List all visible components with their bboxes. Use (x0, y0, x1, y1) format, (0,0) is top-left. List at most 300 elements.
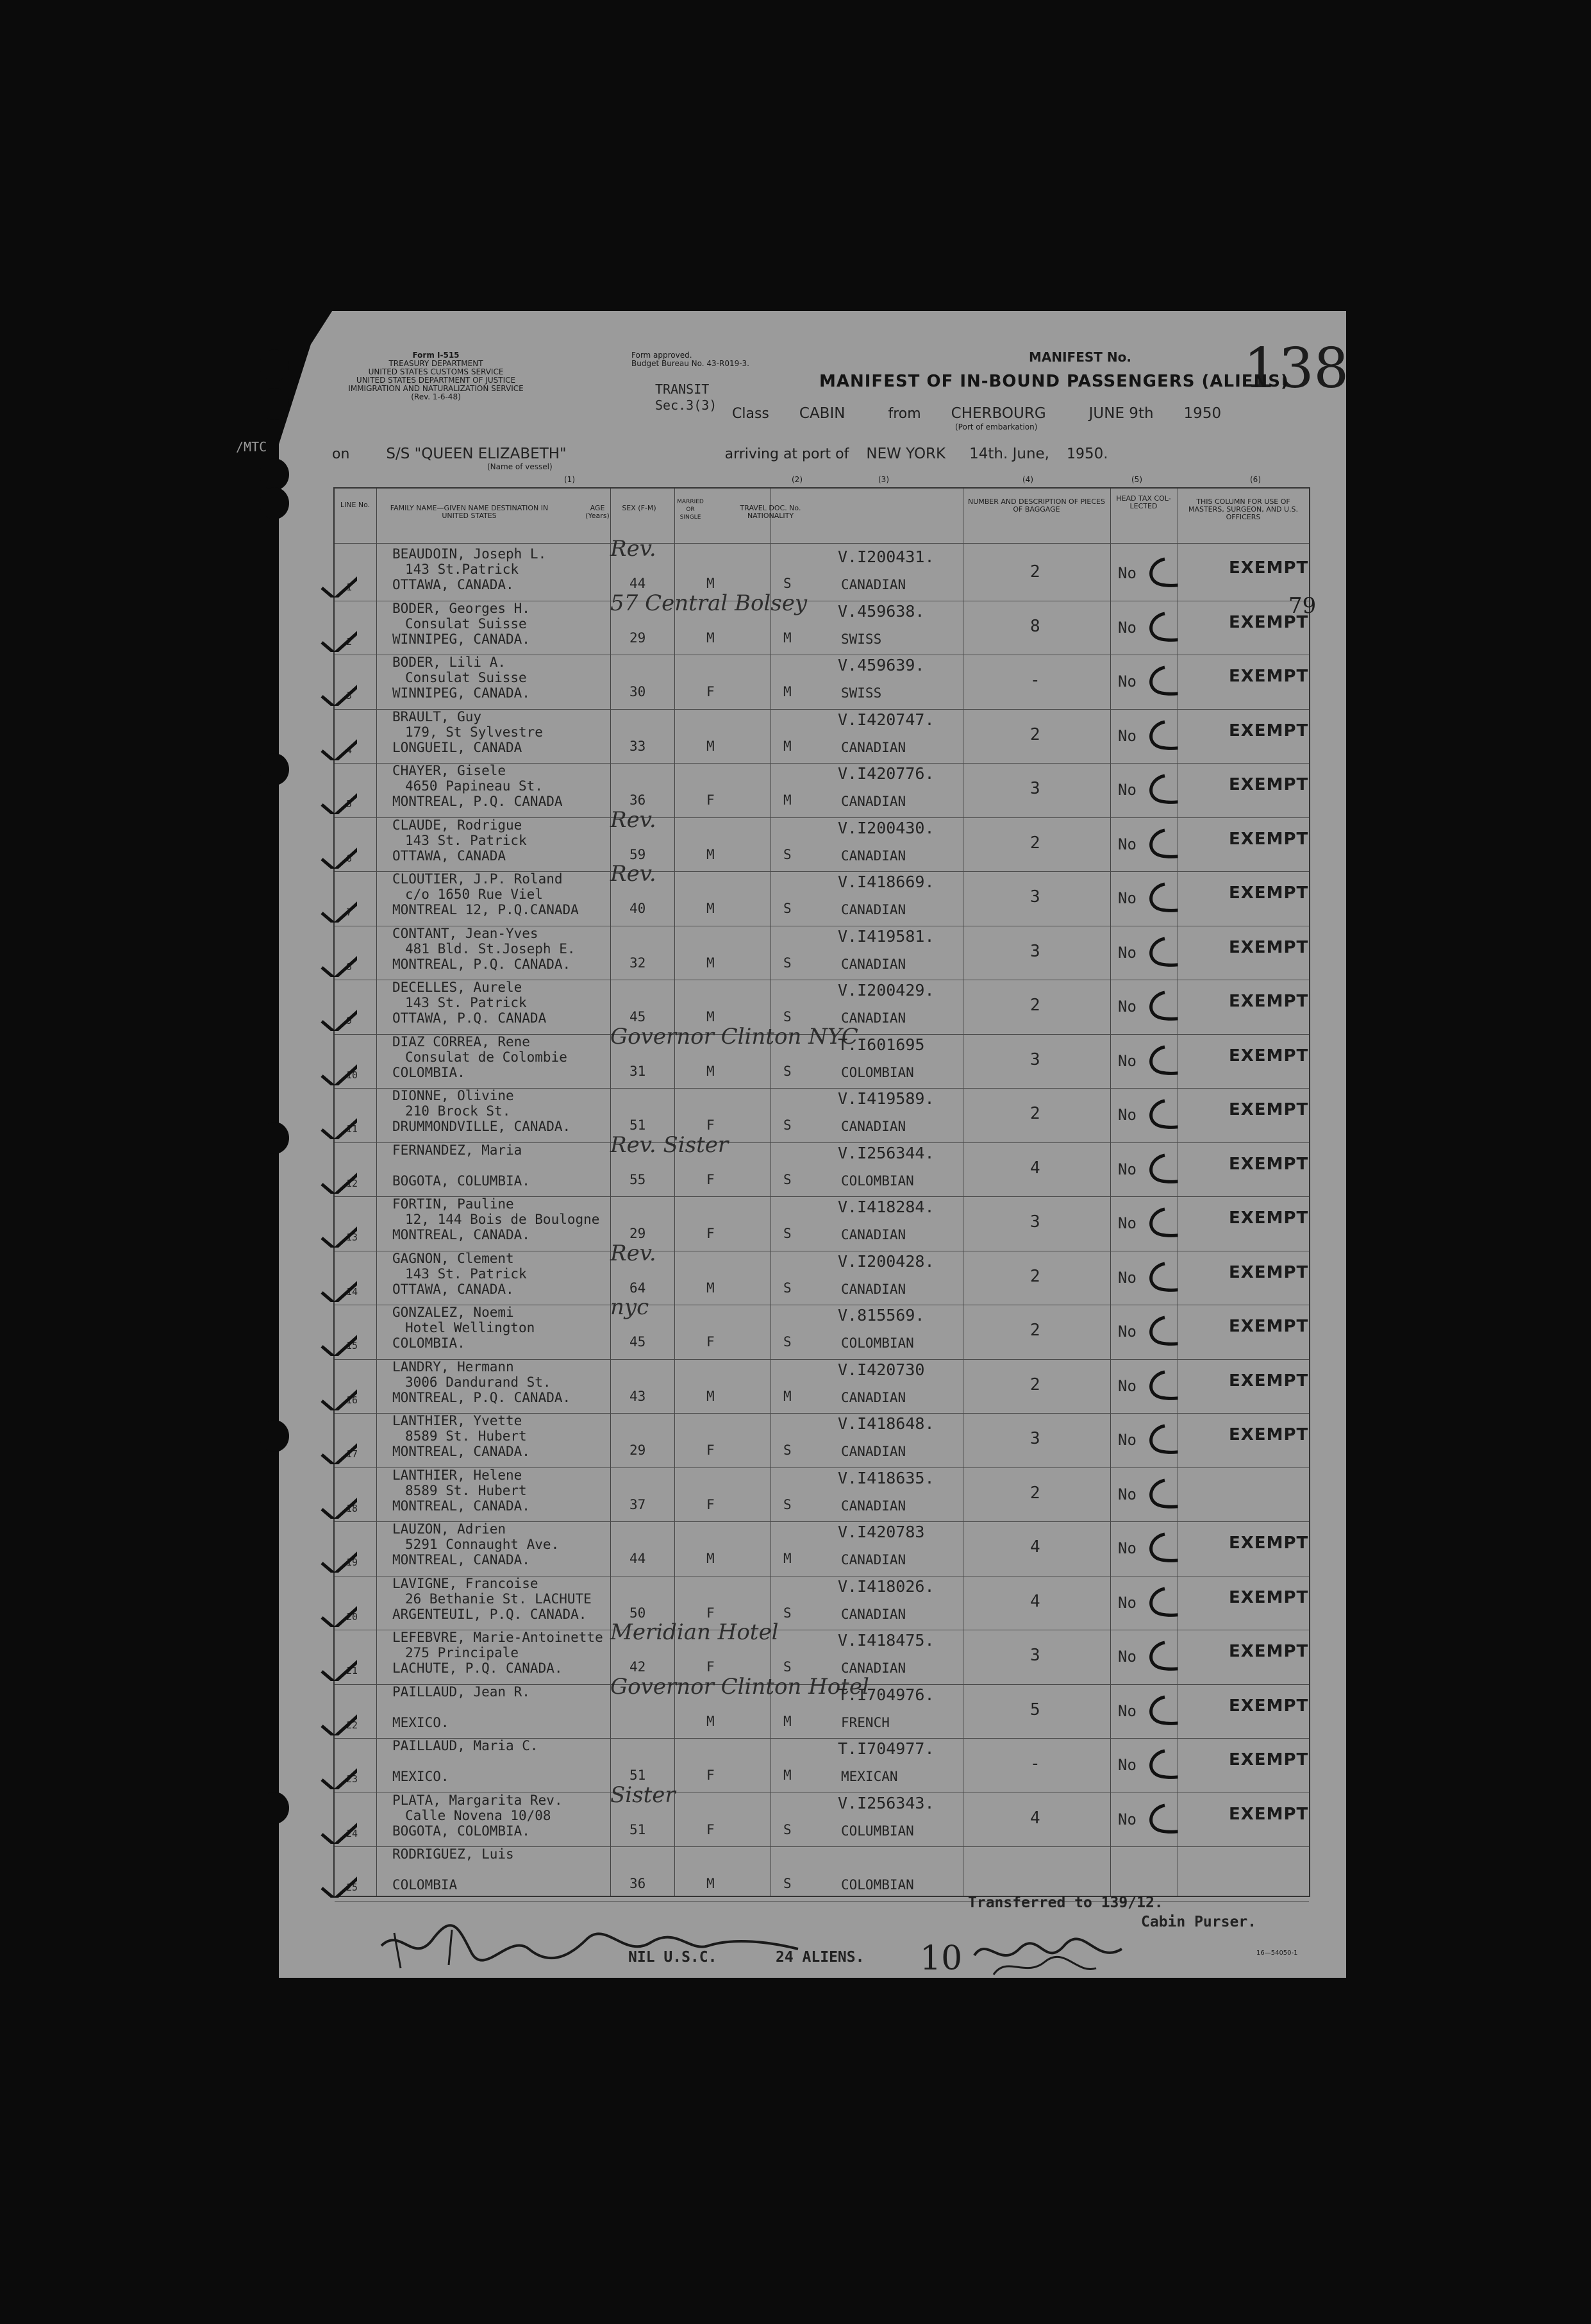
head-tax: No (1118, 618, 1137, 637)
binder-hole (260, 458, 289, 490)
manifest-number: 138 (1244, 337, 1349, 401)
arrival-date: 14th. June, (969, 446, 1049, 462)
line-number: 14 (346, 1285, 358, 1298)
check-mark (319, 1426, 357, 1464)
nationality: CANADIAN (841, 577, 906, 592)
nationality: COLOMBIAN (841, 1064, 914, 1080)
line-number: 6 (346, 852, 353, 864)
travel-doc: V.I418475. (838, 1631, 935, 1650)
exempt-stamp: EXEMPT (1229, 667, 1309, 686)
nationality: SWISS (841, 631, 882, 647)
head-tax: No (1118, 1376, 1137, 1395)
handwritten-note: Rev. (610, 1240, 656, 1266)
line-number: 9 (346, 1015, 353, 1026)
nationality: CANADIAN (841, 1389, 906, 1405)
passenger-address: 143 St.Patrick (405, 562, 519, 577)
marital-status: S (783, 955, 792, 971)
passenger-sex: M (706, 576, 715, 591)
col-num: (6) (1250, 475, 1261, 484)
head-tax: No (1118, 1810, 1137, 1828)
passenger-name: CONTANT, Jean-Yves (392, 925, 538, 941)
passenger-age: 44 (629, 1551, 646, 1566)
passenger-name: BEAUDOIN, Joseph L. (392, 546, 547, 562)
marital-status: S (783, 1605, 792, 1621)
collected-mark (1139, 1474, 1178, 1512)
class-value: CABIN (799, 405, 845, 422)
passenger-sex: F (706, 1334, 715, 1350)
passenger-age: 30 (629, 684, 646, 699)
line-number: 20 (346, 1610, 358, 1623)
baggage-count: 3 (1030, 779, 1040, 798)
check-mark (319, 1047, 357, 1085)
form-number: Form I-515 (412, 351, 460, 360)
arrival-year: 50. (1085, 446, 1108, 462)
passenger-sex: M (706, 1551, 715, 1566)
exempt-stamp: EXEMPT (1229, 612, 1309, 632)
passenger-name: BODER, Lili A. (392, 655, 506, 670)
collected-mark (1139, 715, 1178, 754)
nationality: FRENCH (841, 1714, 890, 1730)
passenger-name: DIAZ CORREA, Rene (392, 1033, 530, 1049)
passenger-destination: DRUMMONDVILLE, CANADA. (392, 1119, 571, 1134)
passenger-address: Calle Novena 10/08 (405, 1807, 551, 1823)
baggage-count: 5 (1030, 1700, 1040, 1719)
handwritten-note: Governor Clinton NYC (610, 1023, 858, 1049)
col-head-use: THIS COLUMN FOR USE OF MASTERS, SURGEON, AND U.S. OFFICERS (1188, 497, 1299, 521)
passenger-destination: COLOMBIA (392, 1877, 458, 1893)
manifest-table (333, 487, 1310, 1897)
exempt-stamp: EXEMPT (1229, 1425, 1309, 1444)
baggage-count: 2 (1030, 833, 1040, 853)
manifest-number-label: MANIFEST No. (1029, 349, 1131, 365)
passenger-sex: M (706, 1876, 715, 1891)
collected-mark (1139, 932, 1178, 971)
page-title: MANIFEST OF IN-BOUND PASSENGERS (ALIENS) (819, 372, 1289, 391)
nil-usc: NIL U.S.C. (628, 1949, 717, 1966)
baggage-count: 4 (1030, 1808, 1040, 1828)
passenger-name: GONZALEZ, Noemi (392, 1305, 514, 1320)
passenger-address: 3006 Dandurand St. (405, 1374, 551, 1390)
col-head-marital: MARRIED OR SINGLE (677, 499, 704, 521)
col-head-tax: HEAD TAX COL-LECTED (1116, 494, 1171, 510)
exempt-stamp: EXEMPT (1229, 721, 1309, 740)
passenger-name: CHAYER, Gisele (392, 763, 506, 778)
travel-doc: V.459638. (838, 601, 925, 621)
head-tax: No (1118, 1323, 1137, 1341)
check-mark (319, 1209, 357, 1248)
nationality: CANADIAN (841, 1281, 906, 1297)
arrival-port: NEW YORK (866, 446, 946, 462)
exempt-stamp: EXEMPT (1229, 937, 1309, 957)
passenger-destination: WINNIPEG, CANADA. (392, 685, 530, 701)
passenger-age: 32 (629, 955, 646, 971)
exempt-stamp: EXEMPT (1229, 992, 1309, 1011)
travel-doc: V.I420783 (838, 1523, 925, 1541)
collected-mark (1139, 661, 1178, 699)
embark-date: JUNE 9th (1088, 405, 1154, 422)
head-tax: No (1118, 673, 1137, 690)
passenger-destination: OTTAWA, P.Q. CANADA (392, 1010, 547, 1026)
line-number: 15 (346, 1340, 358, 1351)
class-label: Class (732, 406, 769, 422)
passenger-sex: F (706, 684, 715, 699)
embark-year: 1950 (1183, 405, 1222, 422)
on-label: on (332, 446, 350, 462)
passenger-age: 43 (629, 1388, 646, 1404)
passenger-destination: ARGENTEUIL, P.Q. CANADA. (392, 1606, 587, 1622)
col-num: (5) (1131, 475, 1142, 484)
marital-status: S (783, 1442, 792, 1458)
transferred-note: Transferred to 139/12. (968, 1894, 1163, 1911)
marital-status: M (783, 792, 792, 808)
collected-mark (1139, 1203, 1178, 1241)
binder-hole (260, 753, 289, 785)
passenger-address: 12, 144 Bois de Boulogne (405, 1212, 600, 1227)
nationality: CANADIAN (841, 739, 906, 755)
nationality: CANADIAN (841, 1552, 906, 1567)
head-tax: No (1118, 1214, 1137, 1232)
binder-hole (260, 388, 289, 420)
line-number: 18 (346, 1502, 358, 1514)
head-tax: No (1118, 1648, 1137, 1666)
passenger-age: 45 (629, 1009, 646, 1024)
line-number: 3 (346, 690, 353, 701)
check-mark (319, 1372, 357, 1410)
col-num: (1) (564, 475, 575, 484)
passenger-destination: BOGOTA, COLUMBIA. (392, 1173, 530, 1189)
check-mark (319, 939, 357, 977)
marital-status: S (783, 1876, 792, 1891)
transit-label: TRANSIT (655, 381, 710, 397)
passenger-destination: COLOMBIA. (392, 1335, 465, 1351)
exempt-stamp: EXEMPT (1229, 1317, 1309, 1336)
collected-mark (1139, 1799, 1178, 1837)
passenger-destination: WINNIPEG, CANADA. (392, 631, 530, 647)
collected-mark (1139, 1582, 1178, 1621)
line-number: 10 (346, 1069, 358, 1081)
passenger-destination: COLOMBIA. (392, 1064, 465, 1080)
passenger-age: 37 (629, 1496, 646, 1512)
marital-status: S (783, 1117, 792, 1133)
passenger-name: GAGNON, Clement (392, 1250, 514, 1266)
head-tax: No (1118, 835, 1137, 853)
exempt-stamp: EXEMPT (1229, 1587, 1309, 1607)
passenger-destination: MONTREAL, P.Q. CANADA. (392, 956, 571, 972)
passenger-sex: M (706, 1063, 715, 1079)
baggage-count: 3 (1030, 1646, 1040, 1665)
head-tax: No (1118, 943, 1137, 962)
passenger-sex: M (706, 1009, 715, 1024)
marital-status: M (783, 738, 792, 754)
passenger-sex: F (706, 1226, 715, 1241)
passenger-destination: BOGOTA, COLOMBIA. (392, 1823, 530, 1839)
travel-doc: V.I200431. (838, 548, 935, 566)
passenger-age: 33 (629, 738, 646, 754)
col-head-name: FAMILY NAME—GIVEN NAME DESTINATION IN UNITED STATES (390, 504, 549, 520)
baggage-count: 2 (1030, 996, 1040, 1015)
vessel-name: S/S "QUEEN ELIZABETH" (386, 446, 567, 462)
arriving-label: arriving at port of (724, 446, 849, 462)
passenger-name: LAVIGNE, Francoise (392, 1575, 538, 1591)
passenger-address: 143 St. Patrick (405, 1266, 527, 1282)
collected-mark (1139, 1149, 1178, 1187)
baggage-count: 2 (1030, 1483, 1040, 1503)
passenger-age: 51 (629, 1117, 646, 1133)
passenger-destination: MONTREAL, P.Q. CANADA. (392, 1389, 571, 1405)
purser-note: Cabin Purser. (1141, 1914, 1257, 1930)
marital-status: S (783, 1063, 792, 1079)
passenger-address: 143 St. Patrick (405, 995, 527, 1010)
collected-mark (1139, 1636, 1178, 1675)
passenger-name: DECELLES, Aurele (392, 980, 522, 995)
passenger-destination: MONTREAL, CANADA. (392, 1227, 530, 1242)
travel-doc: V.I200429. (838, 981, 935, 999)
passenger-sex: F (706, 1117, 715, 1133)
baggage-count: 2 (1030, 562, 1040, 581)
col-num: (3) (878, 475, 889, 484)
passenger-age: 50 (629, 1605, 646, 1621)
nationality: CANADIAN (841, 956, 906, 972)
check-mark (319, 1643, 357, 1681)
marital-status: S (783, 901, 792, 916)
passenger-address: 275 Principale (405, 1645, 519, 1660)
travel-doc: V.815569. (838, 1306, 925, 1325)
passenger-age: 29 (629, 630, 646, 646)
collected-mark (1139, 1094, 1178, 1133)
passenger-sex: M (706, 846, 715, 862)
line-number: 19 (346, 1557, 358, 1568)
passenger-age: 29 (629, 1226, 646, 1241)
passenger-sex: F (706, 1605, 715, 1621)
passenger-address: 5291 Connaught Ave. (405, 1537, 560, 1552)
exempt-stamp: EXEMPT (1229, 1100, 1309, 1119)
table-row (335, 1846, 1309, 1901)
exempt-stamp: EXEMPT (1229, 1046, 1309, 1066)
ins-service: IMMIGRATION AND NATURALIZATION SERVICE (348, 384, 524, 393)
margin-note-79: 79 (1288, 593, 1317, 619)
passenger-age: 40 (629, 901, 646, 916)
form-approval (631, 351, 749, 368)
head-tax: No (1118, 781, 1137, 799)
head-tax: No (1118, 1701, 1137, 1720)
baggage-count: 3 (1030, 1429, 1040, 1448)
travel-doc: V.I420730 (838, 1360, 925, 1379)
passenger-destination: OTTAWA, CANADA. (392, 577, 514, 592)
exempt-stamp: EXEMPT (1229, 1534, 1309, 1553)
passenger-name: CLAUDE, Rodrigue (392, 817, 522, 833)
line-number: 13 (346, 1232, 358, 1243)
baggage-count: - (1030, 671, 1040, 690)
passenger-age: 36 (629, 792, 646, 808)
justice-dept: UNITED STATES DEPARTMENT OF JUSTICE (356, 376, 516, 385)
passenger-address: 4650 Papineau St. (405, 778, 543, 794)
passenger-address: c/o 1650 Rue Viel (405, 887, 543, 902)
baggage-count: 3 (1030, 1049, 1040, 1069)
nationality: CANADIAN (841, 1660, 906, 1676)
passenger-sex: M (706, 1713, 715, 1729)
marital-status: S (783, 1496, 792, 1512)
passenger-sex: F (706, 792, 715, 808)
check-mark (319, 1751, 357, 1789)
baggage-count: 3 (1030, 941, 1040, 961)
line-number: 22 (346, 1719, 358, 1731)
baggage-count: 2 (1030, 1104, 1040, 1123)
marital-status: S (783, 1334, 792, 1350)
form-code: 16—54050-1 (1256, 1950, 1298, 1957)
marital-status: S (783, 576, 792, 591)
nationality: CANADIAN (841, 1010, 906, 1026)
passenger-name: FORTIN, Pauline (392, 1196, 514, 1212)
collected-mark (1139, 607, 1178, 646)
binder-hole (260, 1792, 289, 1824)
baggage-count: 8 (1030, 616, 1040, 636)
travel-doc: V.I418635. (838, 1468, 935, 1487)
nationality: CANADIAN (841, 1119, 906, 1134)
marital-status: M (783, 684, 792, 699)
check-mark (319, 1805, 357, 1844)
line-number: 17 (346, 1448, 358, 1460)
head-tax: No (1118, 1756, 1137, 1774)
exempt-stamp: EXEMPT (1229, 883, 1309, 903)
baggage-count: 2 (1030, 1266, 1040, 1286)
check-mark (319, 1480, 357, 1519)
baggage-count: 4 (1030, 1537, 1040, 1557)
handwritten-note: Meridian Hotel (610, 1619, 779, 1645)
passenger-name: LANTHIER, Yvette (392, 1413, 522, 1428)
collected-mark (1139, 878, 1178, 916)
handwritten-note: Sister (610, 1782, 676, 1808)
binder-hole (260, 1122, 289, 1154)
check-mark (319, 1155, 357, 1194)
nationality: CANADIAN (841, 848, 906, 864)
handwritten-note: Rev. Sister (610, 1132, 729, 1158)
handwritten-note: nyc (610, 1294, 649, 1320)
collected-mark (1139, 1691, 1178, 1729)
travel-doc: V.I418648. (838, 1414, 935, 1433)
passenger-name: RODRIGUEZ, Luis (392, 1846, 514, 1862)
passenger-address: 179, St Sylvestre (405, 724, 543, 740)
marital-status: S (783, 1171, 792, 1187)
passenger-name: DIONNE, Olivine (392, 1088, 514, 1103)
travel-doc: V.I420747. (838, 710, 935, 729)
passenger-destination: MEXICO. (392, 1769, 449, 1784)
passenger-sex: M (706, 738, 715, 754)
baggage-count: 3 (1030, 887, 1040, 907)
form-header-agency (327, 351, 545, 401)
marital-status: M (783, 1768, 792, 1783)
exempt-stamp: EXEMPT (1229, 829, 1309, 849)
passenger-sex: F (706, 1768, 715, 1783)
head-tax: No (1118, 998, 1137, 1016)
passenger-age: 44 (629, 576, 646, 591)
travel-doc: T.I601695 (838, 1035, 925, 1054)
nationality: CANADIAN (841, 1606, 906, 1622)
passenger-address: Consulat de Colombie (405, 1049, 567, 1065)
vessel-caption: (Name of vessel) (487, 462, 553, 471)
inspector-signature (968, 1930, 1135, 1981)
passenger-age: 55 (629, 1171, 646, 1187)
marital-status: S (783, 1821, 792, 1837)
passenger-address: 210 Brock St. (405, 1103, 511, 1119)
baggage-count: 2 (1030, 1321, 1040, 1340)
passenger-age: 45 (629, 1334, 646, 1350)
baggage-count: - (1030, 1754, 1040, 1773)
nationality: CANADIAN (841, 1498, 906, 1514)
exempt-stamp: EXEMPT (1229, 1696, 1309, 1716)
travel-doc: V.I256344. (838, 1143, 935, 1162)
passenger-sex: F (706, 1171, 715, 1187)
nationality: MEXICAN (841, 1769, 898, 1784)
line-number: 25 (346, 1882, 358, 1893)
nationality: COLUMBIAN (841, 1823, 914, 1839)
nationality: CANADIAN (841, 1444, 906, 1459)
line-number: 7 (346, 907, 353, 918)
passenger-name: LANTHIER, Helene (392, 1467, 522, 1483)
passenger-age: 51 (629, 1768, 646, 1783)
travel-doc: V.459639. (838, 656, 925, 674)
travel-doc: V.I419589. (838, 1089, 935, 1108)
passenger-age: 42 (629, 1659, 646, 1675)
nationality: CANADIAN (841, 902, 906, 917)
collected-mark (1139, 1311, 1178, 1350)
col-num: (4) (1022, 475, 1033, 484)
head-tax: No (1118, 1160, 1137, 1178)
passenger-sex: M (706, 1280, 715, 1296)
collected-mark (1139, 1366, 1178, 1404)
check-mark (319, 992, 357, 1031)
passenger-destination: MONTREAL 12, P.Q.CANADA (392, 902, 579, 917)
passenger-destination: MONTREAL, CANADA. (392, 1498, 530, 1514)
baggage-count: 2 (1030, 1375, 1040, 1394)
passenger-age: 31 (629, 1063, 646, 1079)
travel-doc: V.I200428. (838, 1251, 935, 1271)
line-number: 1 (346, 581, 353, 593)
collected-mark (1139, 824, 1178, 862)
line-number: 16 (346, 1394, 358, 1406)
passenger-destination: MONTREAL, CANADA. (392, 1552, 530, 1567)
passenger-age: 51 (629, 1821, 646, 1837)
passenger-age: 36 (629, 1876, 646, 1891)
passenger-name: CLOUTIER, J.P. Roland (392, 871, 563, 887)
passenger-destination: LACHUTE, P.Q. CANADA. (392, 1660, 563, 1676)
passenger-address: 8589 St. Hubert (405, 1428, 527, 1444)
binder-hole (260, 349, 289, 381)
embark-caption: (Port of embarkation) (955, 422, 1038, 431)
collected-mark (1139, 1419, 1178, 1458)
head-tax: No (1118, 1485, 1137, 1503)
collected-mark (1139, 1257, 1178, 1296)
nationality: SWISS (841, 685, 882, 701)
exempt-stamp: EXEMPT (1229, 1154, 1309, 1174)
baggage-count: 2 (1030, 724, 1040, 744)
nationality: CANADIAN (841, 794, 906, 809)
check-mark (319, 1697, 357, 1735)
handwritten-note: 57 Central Bolsey (610, 590, 808, 616)
head-tax: No (1118, 1106, 1137, 1124)
check-mark (319, 1534, 357, 1573)
passenger-sex: F (706, 1821, 715, 1837)
marital-status: M (783, 1713, 792, 1729)
line-number: 23 (346, 1773, 358, 1785)
travel-doc: V.I419581. (838, 926, 935, 946)
passenger-name: LEFEBVRE, Marie-Antoinette (392, 1630, 603, 1645)
passenger-sex: F (706, 1496, 715, 1512)
exempt-stamp: EXEMPT (1229, 558, 1309, 578)
form-approved: Form approved. (631, 351, 692, 360)
head-tax: No (1118, 889, 1137, 907)
passenger-address: Consulat Suisse (405, 670, 527, 685)
line-number: 2 (346, 635, 353, 648)
